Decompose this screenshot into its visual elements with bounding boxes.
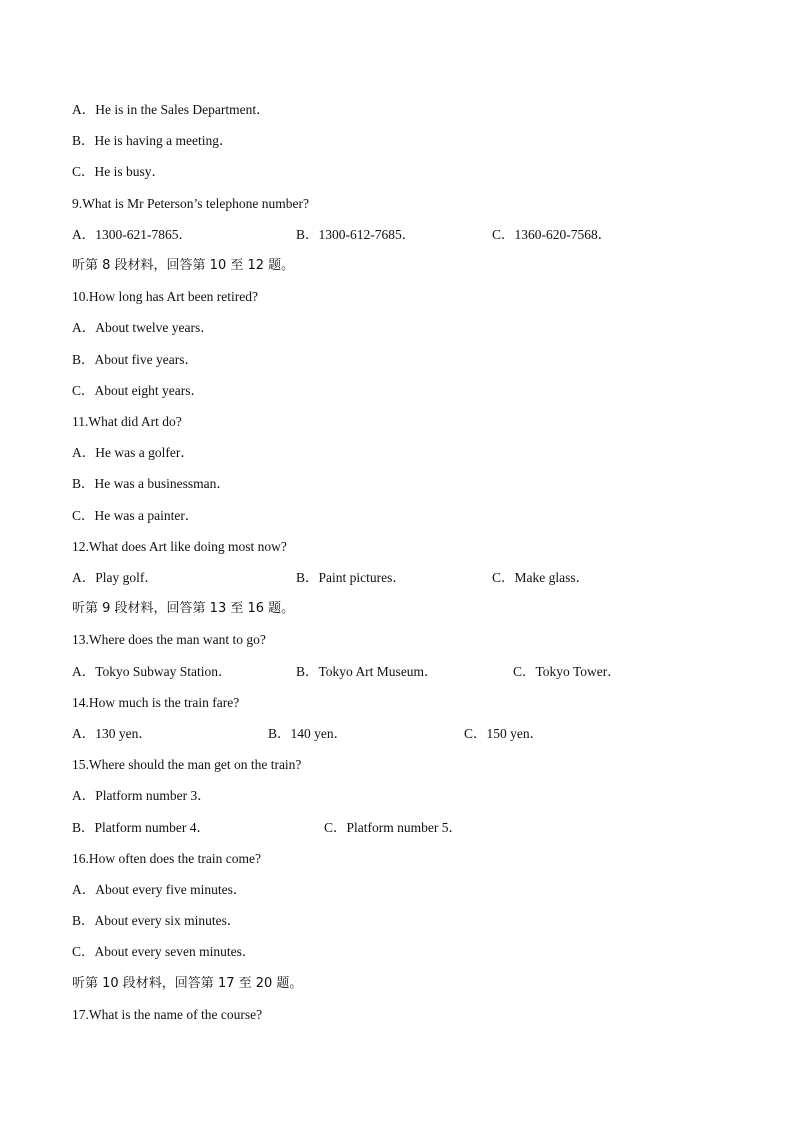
q8-option-c xyxy=(72,161,753,183)
section-text: 听第 8 段材料，回答第 10 至 12 题。 xyxy=(72,258,295,273)
question-12 xyxy=(72,536,753,558)
q11-option-c xyxy=(72,505,753,527)
q14-option-a: A．130 yen． xyxy=(72,726,152,741)
q8-option-a xyxy=(72,99,753,121)
q12-option-b: B．Paint pictures． xyxy=(296,570,406,585)
question-text: 14.How much is the train fare? xyxy=(72,695,240,710)
question-text: 17.What is the name of the course? xyxy=(72,1007,263,1022)
option-text: B．About every six minutes． xyxy=(72,913,241,928)
question-11 xyxy=(72,411,753,433)
section-text: 听第 9 段材料，回答第 13 至 16 题。 xyxy=(72,601,295,616)
section-text: 听第 10 段材料，回答第 17 至 20 题。 xyxy=(72,976,303,991)
option-text: C．About every seven minutes． xyxy=(72,944,256,959)
option-text: A．About twelve years． xyxy=(72,320,214,335)
option-text: A．Platform number 3． xyxy=(72,788,211,803)
option-text: C．About eight years． xyxy=(72,383,204,398)
section-10-heading xyxy=(72,973,753,995)
q10-option-b xyxy=(72,349,753,371)
q12-option-a: A．Play golf． xyxy=(72,570,158,585)
question-text: 16.How often does the train come? xyxy=(72,851,261,866)
q14-options-row xyxy=(72,723,753,745)
q16-option-a xyxy=(72,879,753,901)
q16-option-b xyxy=(72,910,753,932)
question-13 xyxy=(72,629,753,651)
option-text: C．He is busy． xyxy=(72,164,166,179)
option-text: A．About every five minutes． xyxy=(72,882,247,897)
question-text: 15.Where should the man get on the train? xyxy=(72,757,302,772)
question-16 xyxy=(72,848,753,870)
question-text: 11.What did Art do? xyxy=(72,414,182,429)
section-9-heading xyxy=(72,598,753,620)
q13-option-b: B．Tokyo Art Museum． xyxy=(296,664,438,679)
q13-option-a: A．Tokyo Subway Station． xyxy=(72,664,232,679)
question-9 xyxy=(72,193,753,215)
q11-option-b xyxy=(72,473,753,495)
q15-option-b: B．Platform number 4． xyxy=(72,820,210,835)
section-8-heading xyxy=(72,255,753,277)
option-text: A．He was a golfer． xyxy=(72,445,194,460)
q12-options-row xyxy=(72,567,753,589)
question-14 xyxy=(72,692,753,714)
q14-option-b: B．140 yen． xyxy=(268,726,348,741)
q9-option-a: A．1300-621-7865． xyxy=(72,227,192,242)
q13-options-row xyxy=(72,661,753,683)
q11-option-a xyxy=(72,442,753,464)
option-text: A．He is in the Sales Department． xyxy=(72,102,270,117)
q9-option-c: C．1360-620-7568． xyxy=(492,227,612,242)
q15-options-row xyxy=(72,817,753,839)
q8-option-b xyxy=(72,130,753,152)
q15-option-a xyxy=(72,785,753,807)
q9-options-row xyxy=(72,224,753,246)
question-text: 13.Where does the man want to go? xyxy=(72,632,266,647)
question-text: 9.What is Mr Peterson’s telephone number? xyxy=(72,196,309,211)
question-15 xyxy=(72,754,753,776)
question-17 xyxy=(72,1004,753,1026)
q13-option-c: C．Tokyo Tower． xyxy=(513,664,621,679)
q10-option-a xyxy=(72,317,753,339)
q15-option-c: C．Platform number 5． xyxy=(324,820,462,835)
q16-option-c xyxy=(72,941,753,963)
q9-option-b: B．1300-612-7685． xyxy=(296,227,416,242)
q12-option-c: C．Make glass． xyxy=(492,570,590,585)
q14-option-c: C．150 yen． xyxy=(464,726,544,741)
question-text: 12.What does Art like doing most now? xyxy=(72,539,287,554)
option-text: C．He was a painter． xyxy=(72,508,199,523)
option-text: B．About five years． xyxy=(72,352,198,367)
option-text: B．He is having a meeting． xyxy=(72,133,233,148)
q10-option-c xyxy=(72,380,753,402)
question-10 xyxy=(72,286,753,308)
option-text: B．He was a businessman． xyxy=(72,476,230,491)
question-text: 10.How long has Art been retired? xyxy=(72,289,258,304)
